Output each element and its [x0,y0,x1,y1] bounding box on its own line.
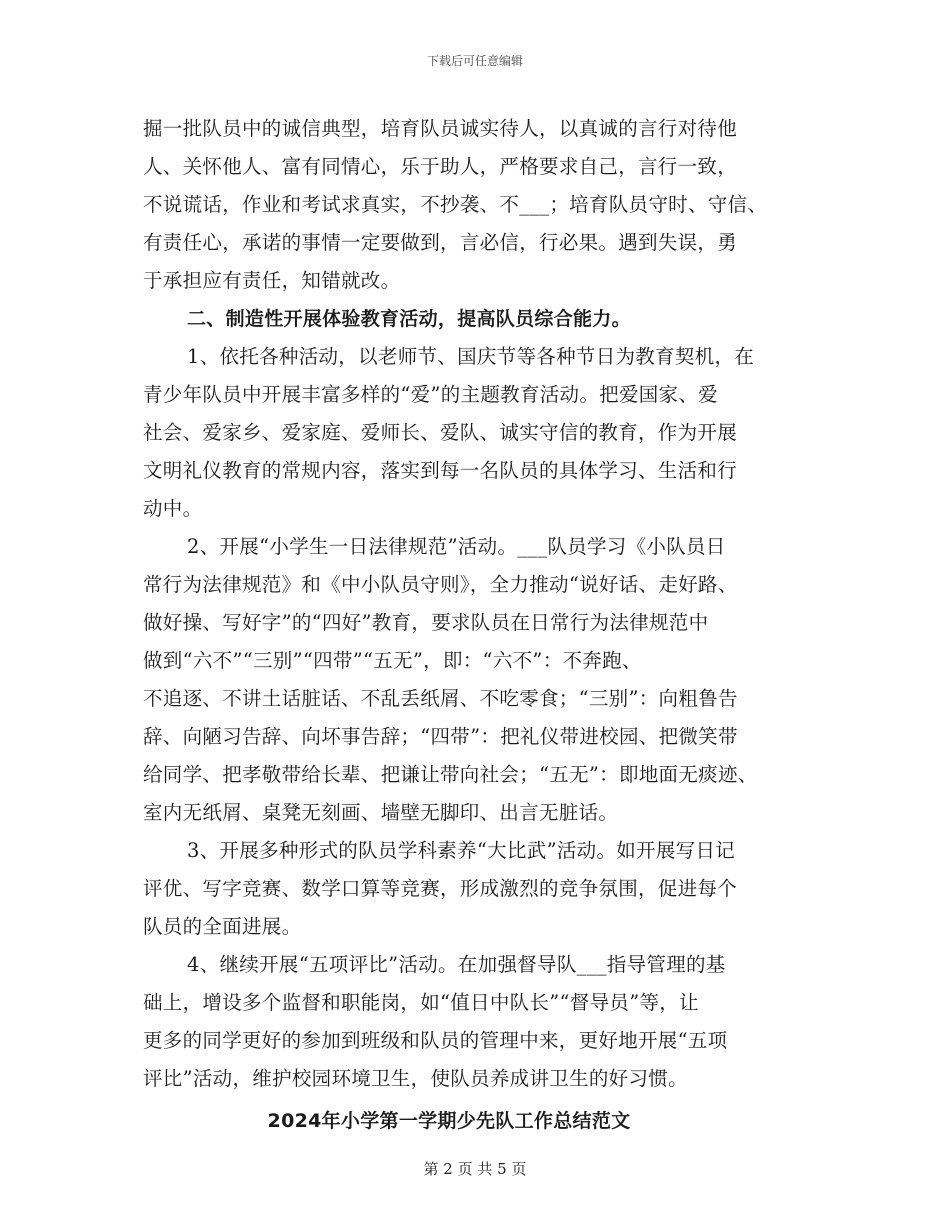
document-body [143,110,823,1140]
text-line: 辞、向陋习告辞、向坏事告辞；“四带”：把礼仪带进校园、把微笑带 [143,725,738,748]
text-line: 不说谎话，作业和考试求真实，不抄袭、不___；培育队员守时、守信、 [143,193,768,216]
text-line: 2、开展“小学生一日法律规范”活动。___队员学习《小队员日 [187,535,726,558]
text-line: 给同学、把孝敬带给长辈、把谦让带向社会；“五无”：即地面无痰迹、 [143,763,758,786]
paragraph-integrity [143,110,823,300]
text-line: 评比”活动，维护校园环境卫生，使队员养成讲卫生的好习惯。 [143,1067,688,1090]
paragraph-item-1 [143,338,823,528]
text-line: 有责任心，承诺的事情一定要做到，言必信，行必果。遇到失误，勇 [143,231,738,254]
text-line: 队员的全面进展。 [143,915,302,938]
text-line: 4、继续开展“五项评比”活动。在加强督导队___指导管理的基 [187,953,726,976]
text-line: 人、关怀他人、富有同情心，乐于助人，严格要求自己，言行一致， [143,155,738,178]
text-line: 3、开展多种形式的队员学科素养“大比武”活动。如开展写日记 [187,839,736,862]
text-line: 掘一批队员中的诚信典型，培育队员诚实待人，以真诚的言行对待他 [143,117,738,140]
text-line: 室内无纸屑、桌凳无刻画、墙壁无脚印、出言无脏话。 [143,801,619,824]
text-line: 于承担应有责任，知错就改。 [143,269,401,292]
text-line: 动中。 [143,497,203,520]
paragraph-item-2 [143,528,823,832]
page-number-footer: 第 2 页 共 5 页 [423,1160,527,1178]
section-heading: 二、制造性开展体验教育活动，提高队员综合能力。 [187,308,631,330]
text-line: 做到“六不”“三别”“四带”“五无”，即：“六不”：不奔跑、 [143,649,642,672]
text-line: 文明礼仪教育的常规内容，落实到每一名队员的具体学习、生活和行 [143,459,738,482]
paragraph-item-3 [143,832,823,946]
text-line: 青少年队员中开展丰富多样的“爱”的主题教育活动。把爱国家、爱 [143,383,718,406]
text-line: 不追逐、不讲土话脏话、不乱丢纸屑、不吃零食；“三别”：向粗鲁告 [143,687,738,710]
next-document-title: 2024年小学第一学期少先队工作总结范文 [267,1110,631,1132]
paragraph-item-4 [143,946,823,1098]
text-line: 更多的同学更好的参加到班级和队员的管理中来，更好地开展“五项 [143,1029,728,1052]
text-line: 社会、爱家乡、爱家庭、爱师长、爱队、诚实守信的教育，作为开展 [143,421,738,444]
text-line: 常行为法律规范》和《中小队员守则》，全力推动“说好话、走好路、 [143,573,738,596]
text-line: 做好操、写好字”的“四好”教育，要求队员在日常行为法律规范中 [143,611,709,634]
header-note: 下载后可任意编辑 [426,54,523,68]
text-line: 1、依托各种活动，以老师节、国庆节等各种节日为教育契机，在 [187,345,755,368]
text-line: 础上，增设多个监督和职能岗，如“值日中队长”“督导员”等，让 [143,991,699,1014]
text-line: 评优、写字竞赛、数学口算等竞赛，形成激烈的竞争氛围，促进每个 [143,877,738,900]
